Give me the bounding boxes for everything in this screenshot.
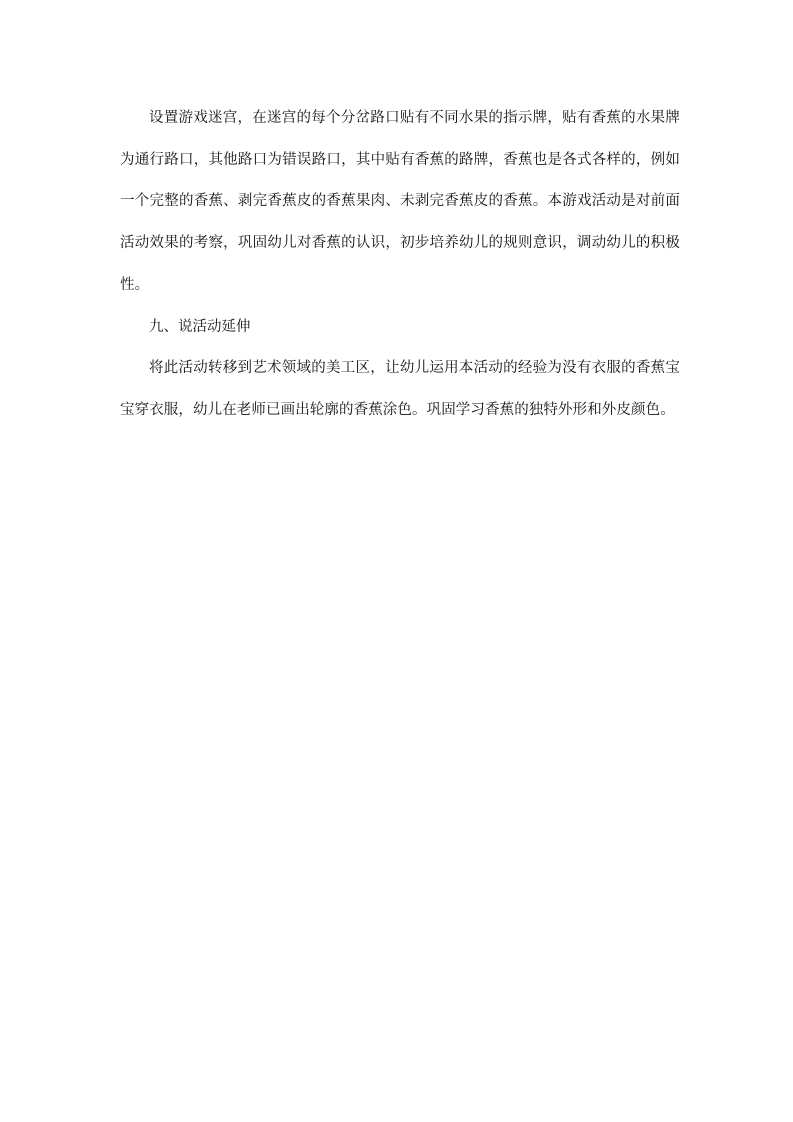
paragraph-art-extension: 将此活动转移到艺术领域的美工区，让幼儿运用本活动的经验为没有衣服的香蕉宝宝穿衣服，幼儿在老师已画出轮廓的香蕉涂色。巩固学习香蕉的独特外形和外皮颜色。 bbox=[120, 360, 680, 418]
section-heading-activity-extension: 九、说活动延伸 bbox=[149, 318, 251, 335]
paragraph-maze-game: 设置游戏迷宫，在迷宫的每个分岔路口贴有不同水果的指示牌，贴有香蕉的水果牌为通行路口，其他路口为错误路口，其中贴有香蕉的路牌，香蕉也是各式各样的，例如一个完整的香蕉、剥完香蕉皮的香蕉果肉、未剥完香蕉皮的香蕉。本游戏活动是对前面活动效果的考察，巩固幼儿对香蕉的认识，初步培养幼儿的规则意识，调动幼儿的积极性。 bbox=[120, 110, 680, 293]
document-body bbox=[120, 98, 680, 432]
